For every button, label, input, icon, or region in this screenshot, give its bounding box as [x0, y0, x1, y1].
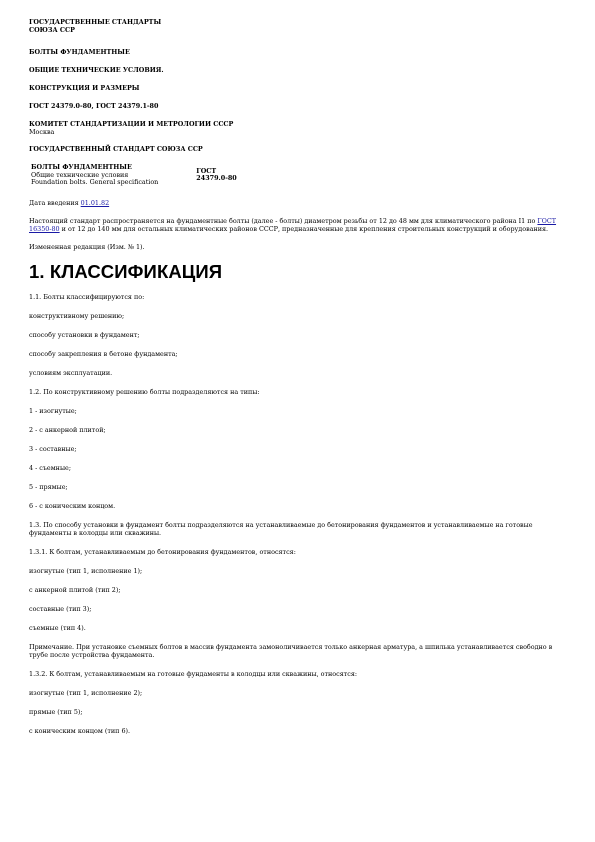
paragraph: конструктивному решению; — [29, 311, 125, 320]
cover-right — [158, 164, 236, 187]
paragraph: 4 - съемные; — [29, 463, 71, 472]
section-body — [29, 293, 569, 735]
paragraph: изогнутые (тип 1, исполнение 2); — [29, 688, 143, 697]
paragraph: условиям эксплуатации. — [29, 368, 113, 377]
paragraph: 1.3.1. К болтам, устанавливаемым до бетонирования фундаментов, относятся: — [29, 547, 296, 556]
org-line-1: ГОСУДАРСТВЕННЫЕ СТАНДАРТЫ — [29, 18, 162, 26]
gost-16350-link[interactable]: ГОСТ 16350-80 — [29, 216, 557, 233]
paragraph: с анкерной плитой (тип 2); — [29, 585, 121, 594]
paragraph: 3 - составные; — [29, 444, 77, 453]
scope-text-2: и от 12 до 140 мм для остальных климатических районов СССР, предназначенные для крепления строительных конструкций и оборудования. — [59, 224, 549, 233]
section-heading-classification: 1. КЛАССИФИКАЦИЯ — [29, 260, 223, 282]
paragraph: способу установки в фундамент; — [29, 330, 140, 339]
document-page — [29, 18, 569, 746]
cover-ru-title: БОЛТЫ ФУНДАМЕНТНЫЕ — [31, 163, 132, 171]
paragraph: 1.3. По способу установки в фундамент болты подразделяются на устанавливаемые до бетонирования фундаментов и устанавливаемые на готовые фундаменты в колодцы или скважины. — [29, 520, 533, 537]
doc-title-1: БОЛТЫ ФУНДАМЕНТНЫЕ — [29, 48, 130, 56]
paragraph: съемные (тип 4). — [29, 623, 86, 632]
paragraph: изогнутые (тип 1, исполнение 1); — [29, 566, 143, 575]
cover-gost-label: ГОСТ — [196, 166, 217, 175]
doc-title-2: ОБЩИЕ ТЕХНИЧЕСКИЕ УСЛОВИЯ. — [29, 66, 164, 74]
cover-en-title: Foundation bolts. General specification — [31, 178, 159, 186]
org-line-2: СОЮЗА ССР — [29, 26, 75, 34]
city-name: Москва — [29, 128, 55, 136]
paragraph: 1.3.2. К болтам, устанавливаемым на готовые фундаменты в колодцы или скважины, относятся: — [29, 669, 358, 678]
paragraph: с коническим концом (тип 6). — [29, 726, 131, 735]
scope-paragraph — [29, 217, 569, 233]
paragraph: прямые (тип 5); — [29, 707, 83, 716]
paragraph: способу закрепления в бетоне фундамента; — [29, 349, 178, 358]
effective-date — [29, 199, 569, 207]
gost-codes: ГОСТ 24379.0-80, ГОСТ 24379.1-80 — [29, 102, 159, 110]
standard-label: ГОСУДАРСТВЕННЫЙ СТАНДАРТ СОЮЗА ССР — [29, 145, 203, 153]
committee-name: КОМИТЕТ СТАНДАРТИЗАЦИИ И МЕТРОЛОГИИ СССР — [29, 120, 234, 128]
paragraph: 1 - изогнутые; — [29, 406, 77, 415]
date-link[interactable]: 01.01.82 — [80, 198, 110, 207]
cover-ru-subtitle: Общие технические условия — [31, 170, 129, 179]
paragraph: 5 - прямые; — [29, 482, 68, 491]
cover-left — [31, 164, 158, 187]
cover-gost-number: 24379.0-80 — [196, 174, 237, 183]
amendment-note: Измененная редакция (Изм. № 1). — [29, 242, 145, 251]
paragraph: 6 - с коническим концом. — [29, 501, 116, 510]
paragraph: Примечание. При установке съемных болтов в массив фундамента замоноличивается только анкерная арматура, а шпилька устанавливается свободно в трубе после устройства фундамента. — [29, 642, 553, 659]
paragraph: 2 - с анкерной плитой; — [29, 425, 106, 434]
paragraph: 1.2. По конструктивному решению болты подразделяются на типы: — [29, 387, 260, 396]
doc-title-3: КОНСТРУКЦИЯ И РАЗМЕРЫ — [29, 84, 140, 92]
cover-table — [31, 164, 237, 187]
date-label: Дата введения — [29, 198, 81, 207]
paragraph: 1.1. Болты классифицируются по: — [29, 292, 145, 301]
paragraph: составные (тип 3); — [29, 604, 92, 613]
scope-text-1: Настоящий стандарт распространяется на фундаментные болты (далее - болты) диаметром резьбы от 12 до 48 мм для климатического района I1 по — [29, 216, 538, 225]
